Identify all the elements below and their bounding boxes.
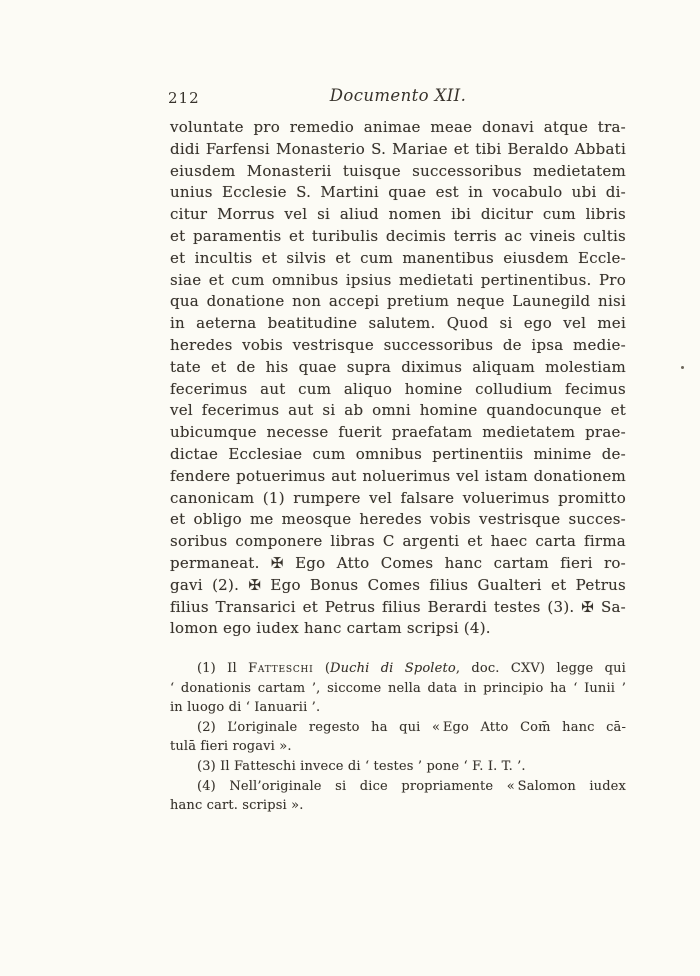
plain-text: (2) L’originale regesto ha qui « Ego Atto Com̄ hanc cā- bbox=[197, 719, 626, 735]
plain-text: heredes vobis vestrisque successoribus de ipsa medie- bbox=[170, 335, 626, 354]
text-line bbox=[170, 270, 626, 292]
plain-text: gavi (2). ✠ Ego Bonus Comes filius Gualteri et Petrus bbox=[170, 575, 626, 594]
plain-text: (1) Il bbox=[197, 661, 249, 676]
smallcaps-text: Fatteschi bbox=[248, 661, 314, 676]
plain-text: (4) Nell’originale si dice propriamente « Salomon iudex bbox=[197, 778, 626, 794]
plain-text: fecerimus aut cum aliquo homine colludium fecimus bbox=[170, 379, 626, 398]
plain-text: unius Ecclesie S. Martini quae est in vocabulo ubi di- bbox=[170, 183, 626, 202]
text-line bbox=[170, 509, 626, 531]
text-line bbox=[170, 444, 626, 466]
plain-text: eiusdem Monasterii tuisque successoribus medietatem bbox=[170, 161, 626, 180]
text-line bbox=[170, 139, 626, 161]
plain-text: , doc. CXV) legge qui bbox=[455, 661, 626, 676]
text-line bbox=[170, 553, 626, 575]
text-line bbox=[170, 718, 626, 738]
running-title: Documento XII. bbox=[329, 86, 467, 105]
plain-text: ( bbox=[313, 661, 331, 676]
text-line bbox=[170, 488, 626, 510]
text-line bbox=[170, 531, 626, 553]
text-line bbox=[170, 226, 626, 248]
text-line bbox=[170, 161, 626, 183]
text-line bbox=[170, 618, 626, 640]
plain-text: in aeterna beatitudine salutem. Quod si ego vel mei bbox=[170, 314, 626, 333]
plain-text: permaneat. ✠ Ego Atto Comes hanc cartam fieri ro- bbox=[170, 553, 626, 572]
document-body-text bbox=[170, 117, 626, 640]
text-line bbox=[170, 698, 626, 718]
plain-text: filius Transarici et Petrus filius Berardi testes (3). ✠ Sa- bbox=[170, 597, 626, 616]
plain-text: et incultis et silvis et cum manentibus eiusdem Eccle- bbox=[170, 248, 626, 267]
plain-text: ‘ donationis cartam ’, siccome nella data in principio ha ‘ Iunii ’ bbox=[170, 680, 626, 696]
text-line bbox=[170, 466, 626, 488]
plain-text: soribus componere libras C argenti et haec carta firma bbox=[170, 532, 626, 551]
text-line bbox=[170, 357, 626, 379]
plain-text: tate et de his quae supra diximus aliquam molestiam bbox=[170, 357, 626, 376]
plain-text: didi Farfensi Monasterio S. Mariae et tibi Beraldo Abbati bbox=[170, 139, 626, 158]
text-line bbox=[170, 737, 626, 757]
text-line bbox=[170, 291, 626, 313]
italic-text: Duchi di Spoleto bbox=[330, 661, 456, 676]
plain-text: (3) Il Fatteschi invece di ‘ testes ’ pone ‘ F. I. T. ’. bbox=[197, 758, 526, 774]
ink-speck bbox=[681, 366, 684, 369]
plain-text: tulā fieri rogavi ». bbox=[170, 739, 292, 755]
text-line bbox=[170, 400, 626, 422]
text-line bbox=[170, 117, 626, 139]
plain-text: canonicam (1) rumpere vel falsare voluerimus promitto bbox=[170, 488, 626, 507]
plain-text: siae et cum omnibus ipsius medietati pertinentibus. Pro bbox=[170, 270, 626, 289]
plain-text: in luogo di ‘ Ianuarii ’. bbox=[170, 700, 321, 716]
plain-text: dictae Ecclesiae cum omnibus pertinentiis minime de- bbox=[170, 444, 626, 463]
text-line bbox=[170, 777, 626, 797]
text-line bbox=[170, 796, 626, 816]
plain-text: lomon ego iudex hanc cartam scripsi (4). bbox=[170, 619, 491, 638]
page-header bbox=[170, 86, 626, 110]
plain-text: qua donatione non accepi pretium neque Launegild nisi bbox=[170, 292, 626, 311]
plain-text: ubicumque necesse fuerit praefatam medietatem prae- bbox=[170, 423, 626, 442]
text-line bbox=[170, 248, 626, 270]
plain-text: hanc cart. scripsi ». bbox=[170, 798, 304, 814]
text-line bbox=[170, 659, 626, 679]
text-line bbox=[170, 575, 626, 597]
text-line bbox=[170, 182, 626, 204]
text-line bbox=[170, 757, 626, 777]
plain-text: et paramentis et turibulis decimis terris ac vineis cultis bbox=[170, 226, 626, 245]
plain-text: citur Morrus vel si aliud nomen ibi dicitur cum libris bbox=[170, 205, 626, 224]
page-number: 212 bbox=[168, 89, 200, 107]
plain-text: voluntate pro remedio animae meae donavi atque tra- bbox=[170, 118, 626, 136]
plain-text: vel fecerimus aut si ab omni homine quandocunque et bbox=[170, 401, 626, 420]
plain-text: fendere potuerimus aut noluerimus vel istam donationem bbox=[170, 466, 626, 485]
text-line bbox=[170, 422, 626, 444]
text-line bbox=[170, 379, 626, 401]
footnotes-block bbox=[170, 659, 626, 816]
text-line bbox=[170, 597, 626, 619]
text-line bbox=[170, 313, 626, 335]
text-line bbox=[170, 335, 626, 357]
plain-text: et obligo me meosque heredes vobis vestrisque succes- bbox=[170, 510, 626, 529]
text-line bbox=[170, 679, 626, 699]
text-line bbox=[170, 204, 626, 226]
